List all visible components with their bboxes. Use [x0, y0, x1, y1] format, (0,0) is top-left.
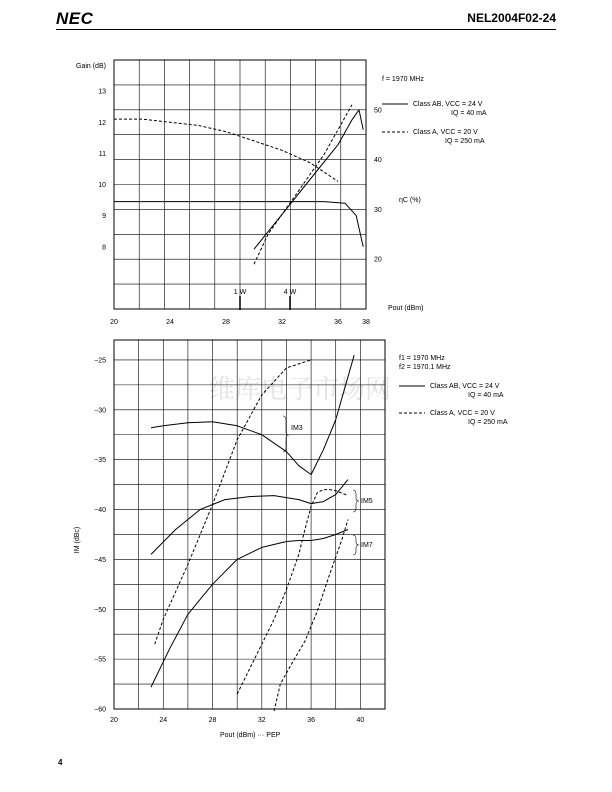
chart1-legend-solid-label: Class AB, VCC = 24 V — [413, 101, 483, 108]
chart1-series-eff-class-ab — [254, 110, 363, 249]
chart2-x-ticks — [110, 717, 364, 724]
chart2-x-tick: 28 — [208, 717, 217, 724]
chart1-y-tick: 12 — [98, 119, 106, 127]
chart1-y-tick: 13 — [98, 88, 106, 96]
chart2-y-tick: −60 — [94, 706, 106, 714]
chart2-x-tick: 24 — [159, 717, 168, 724]
chart2-x-tick: 40 — [356, 717, 365, 724]
im7-bracket — [353, 535, 359, 555]
chart1-freq: f = 1970 MHz — [382, 76, 424, 83]
chart1-y2label: ηC (%) — [399, 197, 421, 204]
chart2-x-tick: 20 — [110, 717, 118, 724]
chart1-x-tick: 24 — [166, 319, 174, 326]
chart2-y-tick: −50 — [94, 606, 106, 614]
chart1-xlabel: Pout (dBm) — [388, 305, 424, 312]
chart1-y2-tick: 30 — [374, 206, 382, 214]
chart2-legend-solid-label: Class AB, VCC = 24 V — [430, 383, 500, 390]
chart1-y-tick: 10 — [98, 182, 106, 189]
chart2-legend-dashed-label2: IQ = 250 mA — [468, 419, 508, 426]
chart1-legend-solid-label2: IQ = 40 mA — [451, 110, 487, 117]
marker-4w: 4 W — [283, 289, 297, 296]
chart2-legend-dashed-label: Class A, VCC = 20 V — [430, 410, 495, 417]
chart1-y2-tick: 50 — [374, 107, 382, 115]
part-number: NEL2004F02-24 — [467, 11, 556, 25]
chart1-y-tick: 8 — [102, 244, 106, 252]
gain-efficiency-chart — [76, 60, 487, 326]
chart2-y-tick: −25 — [94, 357, 106, 365]
chart2-y-tick: −45 — [94, 556, 106, 564]
chart1-legend-dashed-label2: IQ = 250 mA — [445, 138, 485, 145]
im7-label: IM7 — [361, 542, 373, 549]
chart2-series — [151, 355, 354, 711]
chart1-x-ticks — [110, 319, 370, 326]
chart2-x-tick: 36 — [307, 717, 315, 724]
im5-label: IM5 — [361, 498, 373, 505]
chart1-x-tick: 38 — [362, 319, 370, 326]
chart1-series-gain-class-a — [114, 119, 338, 181]
chart2-xlabel: Pout (dBm) ··· PEP — [220, 732, 281, 739]
chart1-y2-tick: 40 — [374, 157, 382, 165]
im3-label: IM3 — [291, 425, 303, 432]
chart2-series-im5-class-a — [237, 490, 348, 694]
chart1-series-gain-class-ab — [114, 202, 363, 247]
chart1-legend-dashed-label: Class A, VCC = 20 V — [413, 129, 478, 136]
chart2-freq1: f1 = 1970 MHz — [399, 355, 445, 362]
chart1-x-tick: 36 — [334, 319, 342, 326]
chart1-y-ticks — [98, 89, 106, 252]
chart2-y-tick: −40 — [94, 507, 106, 515]
im5-bracket — [353, 490, 359, 512]
chart1-x-tick: 32 — [278, 319, 286, 326]
chart1-ylabel: Gain (dB) — [76, 63, 106, 70]
marker-1w: 1 W — [233, 289, 247, 296]
chart2-legend-solid-label2: IQ = 40 mA — [468, 392, 504, 399]
chart1-x-tick: 28 — [222, 319, 230, 326]
nec-logo: NEC — [56, 9, 94, 28]
chart2-freq2: f2 = 1970.1 MHz — [399, 364, 451, 371]
chart2-y-tick: −35 — [94, 457, 106, 465]
chart2-y-tick: −30 — [94, 407, 106, 415]
chart1-x-tick: 20 — [110, 319, 118, 326]
chart2-series-im3-class-ab — [151, 355, 354, 475]
chart2-y-ticks — [94, 357, 106, 713]
chart1-y2-tick: 20 — [374, 256, 382, 264]
chart2-series-im5-class-ab — [151, 480, 348, 555]
chart2-x-tick: 32 — [257, 717, 266, 724]
chart2-ylabel: IM (dBc) — [74, 526, 81, 554]
chart1-y-tick: 9 — [102, 213, 106, 221]
chart2-y-tick: −55 — [94, 656, 106, 664]
chart1-grid — [114, 60, 366, 309]
chart1-y-tick: 11 — [98, 150, 106, 158]
watermark: 维库电子市场网 — [208, 374, 392, 404]
chart1-y2-ticks — [374, 107, 382, 263]
im3-bracket — [283, 416, 289, 452]
page-number: 4 — [58, 758, 63, 767]
